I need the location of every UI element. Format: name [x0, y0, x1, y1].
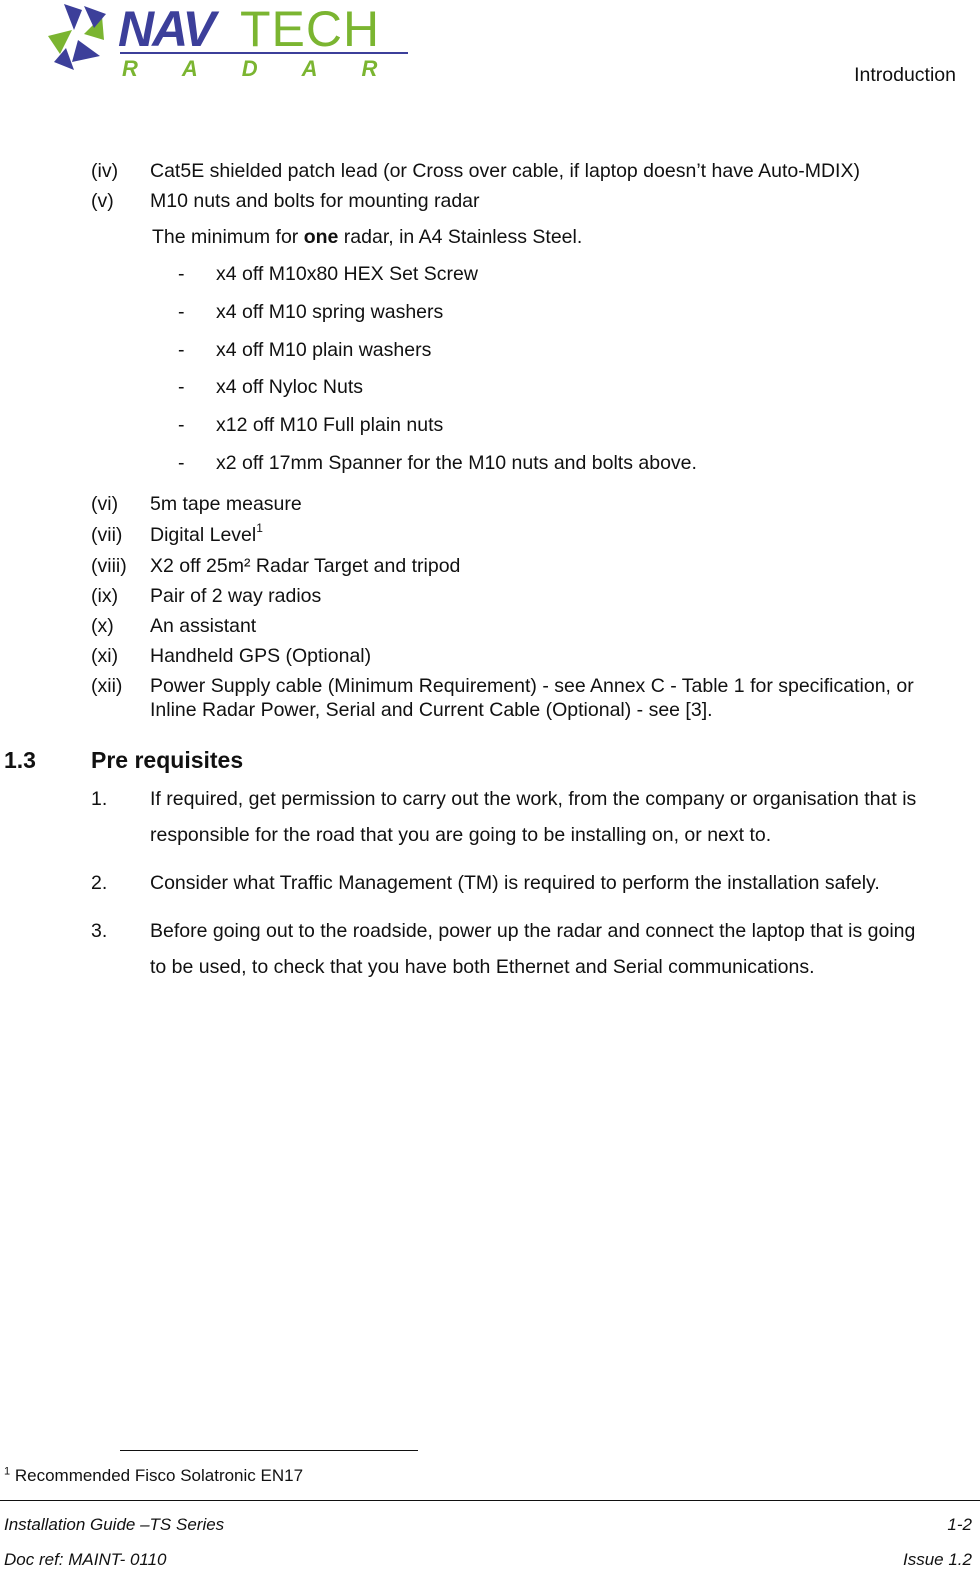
dash-item: x4 off Nyloc Nuts — [216, 376, 364, 398]
list-item-label: Digital Level — [150, 524, 257, 546]
dash-item: x12 off M10 Full plain nuts — [216, 414, 444, 436]
step-text-continued: to be used, to check that you have both Ethernet and Serial communications. — [150, 956, 815, 978]
dash-marker: - — [178, 301, 185, 323]
step-number: 3. — [91, 920, 108, 942]
footnote-text: Recommended Fisco Solatronic EN17 — [10, 1466, 304, 1485]
list-item-text — [150, 521, 263, 547]
footnote — [4, 1466, 303, 1486]
svg-text:TECH: TECH — [240, 1, 381, 57]
dash-marker: - — [178, 263, 185, 285]
dash-item: x2 off 17mm Spanner for the M10 nuts and bolts above. — [216, 452, 697, 474]
step-text: Consider what Traffic Management (TM) is required to perform the installation safely. — [150, 872, 880, 894]
list-item-text: Pair of 2 way radios — [150, 585, 322, 607]
list-item-number: (viii) — [91, 555, 127, 577]
logo-emblem-icon — [48, 4, 106, 70]
list-item-number: (vi) — [91, 493, 119, 515]
section-number: 1.3 — [4, 747, 36, 773]
svg-text:RADAR: RADAR — [122, 56, 416, 80]
list-item-number: (ix) — [91, 585, 119, 607]
footer-issue: Issue 1.2 — [903, 1550, 972, 1569]
footer-divider — [0, 1500, 980, 1501]
step-text: If required, get permission to carry out the work, from the company or organisation that is — [150, 788, 917, 810]
list-item-text: Cat5E shielded patch lead (or Cross over cable, if laptop doesn’t have Auto-MDIX) — [150, 160, 860, 182]
footer-doc-ref: Doc ref: MAINT- 0110 — [4, 1550, 167, 1569]
list-item-text-continued: Inline Radar Power, Serial and Current Cable (Optional) - see [3]. — [150, 699, 713, 721]
step-number: 2. — [91, 872, 108, 894]
list-item-number: (x) — [91, 615, 114, 637]
list-item-text: An assistant — [150, 615, 257, 637]
dash-marker: - — [178, 414, 185, 436]
list-item-text: X2 off 25m² Radar Target and tripod — [150, 555, 461, 577]
list-item-number: (xii) — [91, 675, 123, 697]
navtech-radar-logo — [44, 0, 416, 80]
step-text-continued: responsible for the road that you are going to be installing on, or next to. — [150, 824, 772, 846]
dash-marker: - — [178, 376, 185, 398]
list-item-text: M10 nuts and bolts for mounting radar — [150, 190, 480, 212]
footnote-mark: 1 — [4, 1465, 11, 1478]
footer-page-number: 1-2 — [947, 1515, 972, 1534]
minimum-note-before: The minimum for — [152, 226, 304, 248]
footer-guide-title: Installation Guide –TS Series — [4, 1515, 225, 1534]
dash-marker: - — [178, 339, 185, 361]
step-number: 1. — [91, 788, 108, 810]
list-item-number: (vii) — [91, 524, 123, 546]
list-item-text: Handheld GPS (Optional) — [150, 645, 372, 667]
dash-item: x4 off M10 plain washers — [216, 339, 432, 361]
footnote-separator — [120, 1450, 418, 1451]
dash-item: x4 off M10 spring washers — [216, 301, 444, 323]
list-item-number: (xi) — [91, 645, 119, 667]
svg-text:NAV: NAV — [118, 1, 214, 57]
section-title: Pre requisites — [91, 747, 244, 773]
dash-item: x4 off M10x80 HEX Set Screw — [216, 263, 478, 285]
minimum-note-after: radar, in A4 Stainless Steel. — [338, 226, 583, 248]
footnote-reference: 1 — [256, 521, 263, 535]
minimum-note-bold: one — [303, 226, 339, 248]
list-item-text: 5m tape measure — [150, 493, 302, 515]
minimum-note — [152, 226, 582, 249]
dash-marker: - — [178, 452, 185, 474]
step-text: Before going out to the roadside, power up the radar and connect the laptop that is going — [150, 920, 916, 942]
list-item-number: (v) — [91, 190, 114, 212]
header-section-label: Introduction — [854, 64, 956, 86]
list-item-text: Power Supply cable (Minimum Requirement) - see Annex C - Table 1 for specification, or — [150, 675, 914, 697]
list-item-number: (iv) — [91, 160, 119, 182]
